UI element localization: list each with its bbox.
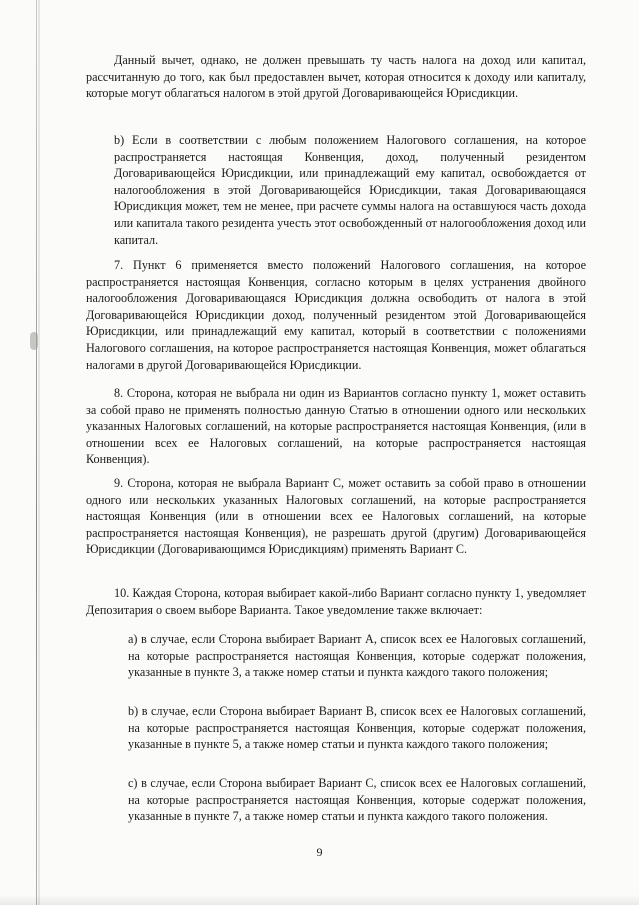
list-item-b: b) в случае, если Сторона выбирает Вариант В, список всех ее Налоговых соглашений, на которые распространяется настоящая Конвенция, которые содержат положения, указанные в пункте 5, а также номер статьи и пункта каждого такого положения; <box>128 704 586 752</box>
paragraph-9: 9. Сторона, которая не выбрала Вариант С, может оставить за собой право в отношении одного или нескольких указанных Налоговых соглашений, на которые распространяется настоящая Конвенция (или в отношении всех ее Налоговых соглашений, на которые распространяется настоящая Конвенция), не разрешать другой (другим) Договаривающейся Юрисдикции (Договаривающимся Юрисдикциям) применять Вариант С. <box>86 476 586 557</box>
punch-hole-mark <box>30 332 38 350</box>
scan-binding-shadow <box>38 0 40 905</box>
page-number: 9 <box>316 845 323 859</box>
paragraph-intro: Данный вычет, однако, не должен превышать ту часть налога на доход или капитал, рассчитанную до того, как был предоставлен вычет, которая относится к доходу или капиталу, которые могут облагаться налогом в этой другой Договаривающейся Юрисдикции. <box>86 53 586 101</box>
paragraph-7: 7. Пункт 6 применяется вместо положений Налогового соглашения, на которое распространяется настоящая Конвенция, согласно которым в целях устранения двойного налогообложения Договаривающаяся Юрисдикция должна освободить от налога в этой Договаривающейся Юрисдикции доход, полученный резидентом этой Договаривающейся Юрисдикции, или принадлежащий ему капитал, который в соответствии с положениями Налогового соглашения, на которое распространяется настоящая Конвенция, может облагаться налогами в другой Договаривающейся Юрисдикции. <box>86 258 586 372</box>
list-item-a: a) в случае, если Сторона выбирает Вариант А, список всех ее Налоговых соглашений, на которые распространяется настоящая Конвенция, которые содержат положения, указанные в пункте 3, а также номер статьи и пункта каждого такого положения; <box>128 632 586 680</box>
scan-binding-edge <box>36 0 37 905</box>
scan-bottom-shadow <box>0 895 639 905</box>
list-item-c: c) в случае, если Сторона выбирает Вариант С, список всех ее Налоговых соглашений, на которые распространяется настоящая Конвенция, которые содержат положения, указанные в пункте 7, а также номер статьи и пункта каждого такого положения. <box>128 776 586 824</box>
paragraph-8: 8. Сторона, которая не выбрала ни один из Вариантов согласно пункту 1, может оставить за собой право не применять полностью данную Статью в отношении одного или нескольких указанных Налоговых соглашений, на которые распространяется настоящая Конвенция, (или в отношении всех ее Налоговых соглашений, на которые распространяется настоящая Конвенция). <box>86 386 586 467</box>
paragraph-b: b) Если в соответствии с любым положением Налогового соглашения, на которое распространяется настоящая Конвенция, доход, полученный резидентом Договаривающейся Юрисдикции, или принадлежащий ему капитал, освобождается от налогообложения в этой Договаривающейся Юрисдикции, такая Договаривающаяся Юрисдикция может, тем не менее, при расчете суммы налога на оставшуюся часть дохода или капитала такого резидента учесть этот освобожденный от налогообложения доход или капитал. <box>114 133 586 247</box>
paragraph-10: 10. Каждая Сторона, которая выбирает какой-либо Вариант согласно пункту 1, уведомляет Депозитария о своем выборе Варианта. Такое уведомление также включает: <box>86 586 586 617</box>
